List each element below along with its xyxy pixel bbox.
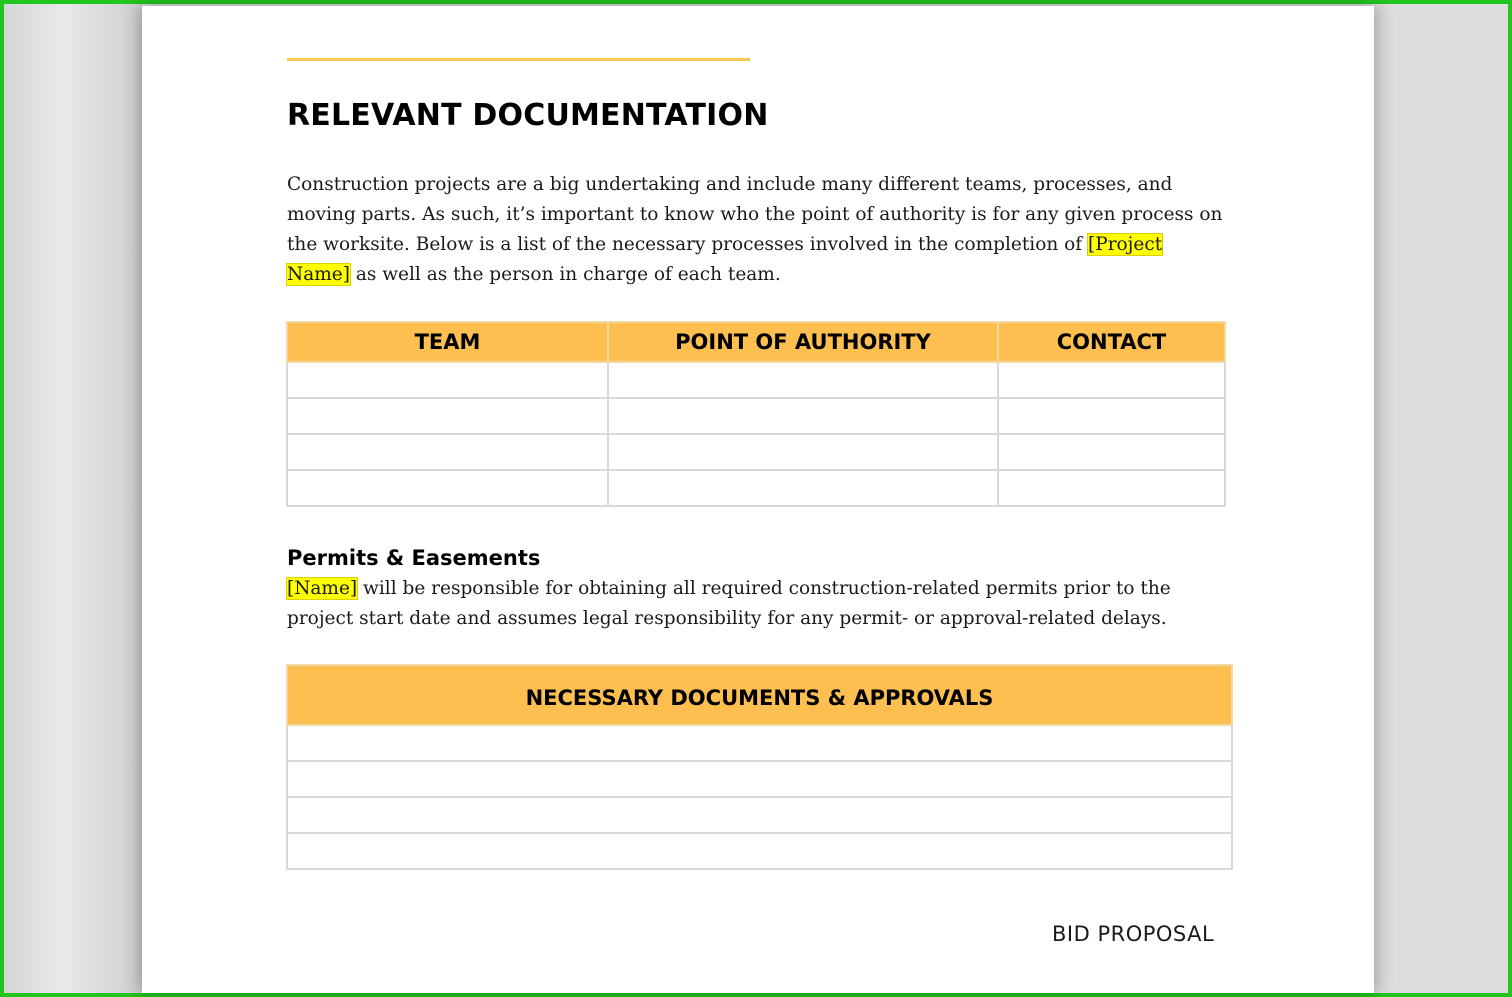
contact-cell[interactable] [998, 434, 1225, 470]
team-cell[interactable] [287, 470, 608, 506]
table-row [287, 725, 1232, 761]
authority-cell[interactable] [608, 398, 998, 434]
document-cell[interactable] [287, 725, 1232, 761]
authority-table-header [287, 322, 1225, 362]
column-header-documents: NECESSARY DOCUMENTS & APPROVALS [287, 665, 1232, 725]
table-row [287, 398, 1225, 434]
table-row [287, 797, 1232, 833]
table-row [287, 470, 1225, 506]
authority-cell[interactable] [608, 434, 998, 470]
intro-paragraph [287, 170, 1227, 290]
team-cell[interactable] [287, 398, 608, 434]
contact-cell[interactable] [998, 398, 1225, 434]
project-name-placeholder: [Project Name] [287, 234, 1163, 285]
team-cell[interactable] [287, 362, 608, 398]
column-header-point-of-authority: POINT OF AUTHORITY [608, 322, 998, 362]
team-cell[interactable] [287, 434, 608, 470]
authority-cell[interactable] [608, 470, 998, 506]
column-header-team: TEAM [287, 322, 608, 362]
accent-divider [287, 58, 750, 61]
intro-text-end: as well as the person in charge of each team. [349, 264, 781, 285]
permits-heading: Permits & Easements [287, 546, 541, 570]
documents-table [286, 664, 1233, 870]
document-cell[interactable] [287, 797, 1232, 833]
document-cell[interactable] [287, 761, 1232, 797]
column-header-contact: CONTACT [998, 322, 1225, 362]
table-row [287, 833, 1232, 869]
document-page [142, 6, 1374, 993]
permits-text: will be responsible for obtaining all required construction-related permits prior to the project start date and assumes legal responsibility for any permit- or approval-related delays. [287, 578, 1171, 629]
authority-cell[interactable] [608, 362, 998, 398]
intro-text-start: Construction projects are a big undertaking and include many different teams, processes, and moving parts. As such, it’s important to know who the point of authority is for any given process on the worksite. Below is a list of the necessary processes involved in the completion of [287, 174, 1223, 255]
name-placeholder: [Name] [287, 578, 358, 599]
documents-table-header [287, 665, 1232, 725]
document-cell[interactable] [287, 833, 1232, 869]
table-row [287, 761, 1232, 797]
table-row [287, 362, 1225, 398]
page-heading: RELEVANT DOCUMENTATION [287, 98, 769, 133]
page-footer: BID PROPOSAL [1052, 922, 1215, 946]
table-row [287, 434, 1225, 470]
permits-paragraph [287, 574, 1207, 634]
authority-table [286, 321, 1226, 507]
contact-cell[interactable] [998, 362, 1225, 398]
contact-cell[interactable] [998, 470, 1225, 506]
